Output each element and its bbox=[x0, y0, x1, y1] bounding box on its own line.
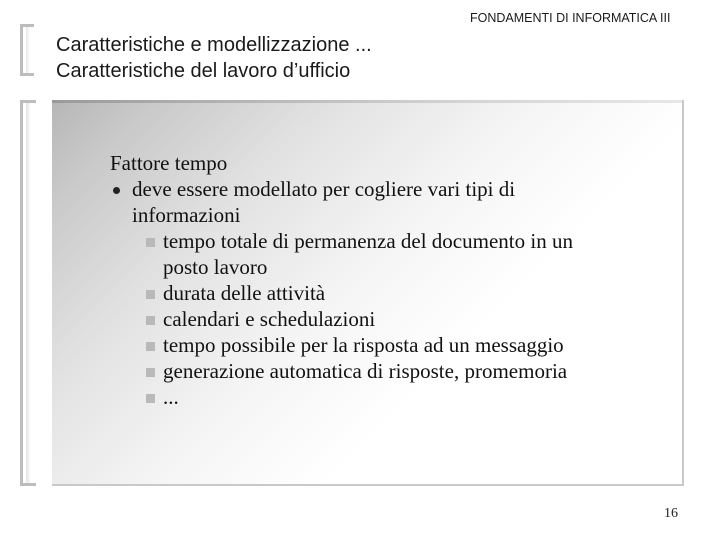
square-bullet-icon bbox=[146, 394, 155, 403]
sub-bullet bbox=[110, 280, 670, 306]
sub-bullet-continuation: posto lavoro bbox=[163, 255, 268, 279]
square-bullet-icon bbox=[146, 290, 155, 299]
sub-bullet bbox=[110, 384, 670, 410]
sub-bullet-text: calendari e schedulazioni bbox=[163, 307, 376, 331]
sub-bullet-text: tempo possibile per la risposta ad un messaggio bbox=[163, 333, 564, 357]
bullet-text: deve essere modellato per cogliere vari tipi di bbox=[132, 177, 516, 201]
sub-bullet bbox=[110, 306, 670, 332]
title-bracket-decoration bbox=[20, 24, 34, 76]
square-bullet-icon bbox=[146, 342, 155, 351]
content-bracket-decoration bbox=[20, 100, 36, 486]
heading: Fattore tempo bbox=[110, 151, 228, 175]
bullet-level1 bbox=[110, 176, 670, 202]
sub-bullet bbox=[110, 228, 670, 254]
title-line-2: Caratteristiche del lavoro d’ufficio bbox=[56, 60, 351, 82]
slide-title bbox=[56, 32, 446, 84]
sub-bullet bbox=[110, 332, 670, 358]
sub-bullet bbox=[110, 358, 670, 384]
round-bullet-icon bbox=[113, 187, 120, 194]
course-header: FONDAMENTI DI INFORMATICA III bbox=[470, 11, 671, 25]
slide-body bbox=[110, 150, 670, 410]
page-number: 16 bbox=[664, 506, 678, 521]
bullet-text-continuation: informazioni bbox=[132, 203, 241, 227]
sub-bullet-text: generazione automatica di risposte, promemoria bbox=[163, 359, 568, 383]
sub-bullet-text: durata delle attività bbox=[163, 281, 326, 305]
sub-bullet-text: ... bbox=[163, 385, 179, 409]
square-bullet-icon bbox=[146, 368, 155, 377]
square-bullet-icon bbox=[146, 316, 155, 325]
sub-bullet-text: tempo totale di permanenza del documento in un bbox=[163, 229, 573, 253]
title-line-1: Caratteristiche e modellizzazione ... bbox=[56, 34, 372, 56]
square-bullet-icon bbox=[146, 238, 155, 247]
